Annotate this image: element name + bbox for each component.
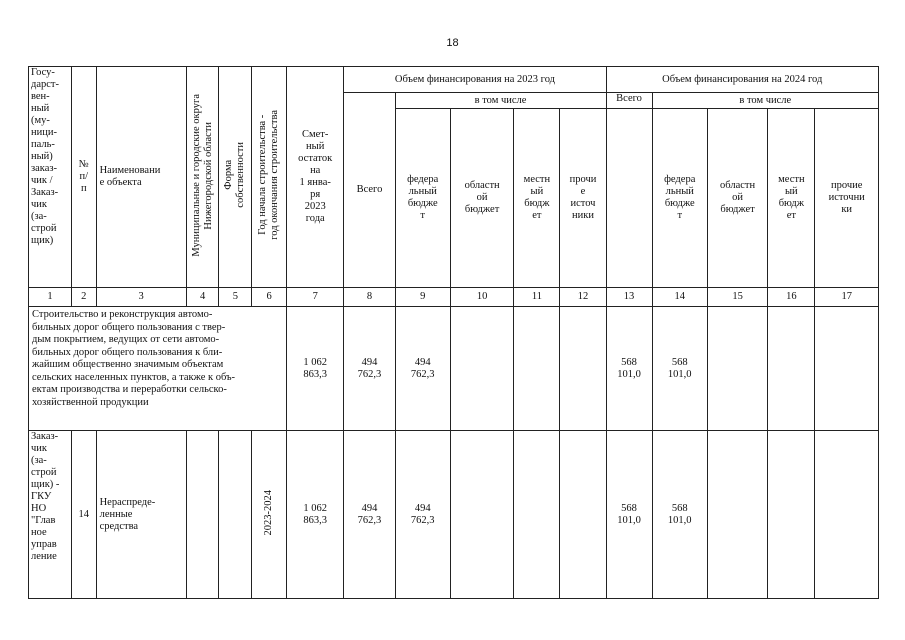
section-federal-2023: 494 762,3	[395, 307, 450, 431]
header-other-2023: прочи е источ ники	[560, 109, 606, 288]
column-number: 2	[72, 288, 97, 307]
column-number: 14	[652, 288, 707, 307]
header-local-2023: местн ый бюдж ет	[514, 109, 560, 288]
header-funding-2023: Объем финансирования на 2023 год	[344, 67, 606, 93]
row-customer: Заказ- чик (за- строй щик) - ГКУ НО "Глав ное управ ление	[29, 431, 72, 599]
column-number: 9	[395, 288, 450, 307]
column-number: 1	[29, 288, 72, 307]
column-number: 16	[768, 288, 815, 307]
header-including-2024: в том числе	[652, 93, 878, 109]
header-federal-2023: федера льный бюдже т	[395, 109, 450, 288]
column-number: 5	[219, 288, 252, 307]
section-title: Строительство и реконструкция автомо- бильных дорог общего пользования с твер- дым покрытием, ведущих от сети автомо- бильных дорог общего пользования к бли- жайшим общественно значимым объектам сельских населенных пунктов, а также к объ- ектам производства и переработки сельско- хозяйственной продукции	[29, 307, 287, 431]
section-balance: 1 062 863,3	[287, 307, 344, 431]
row-total-2024: 568 101,0	[606, 431, 652, 599]
header-total-2024-blank	[606, 109, 652, 288]
header-including-2023: в том числе	[395, 93, 606, 109]
section-row	[29, 307, 879, 431]
row-name: Нераспреде- ленные средства	[96, 431, 186, 599]
section-total-2023: 494 762,3	[344, 307, 395, 431]
table-row	[29, 431, 879, 599]
header-num: № п/ п	[72, 67, 97, 288]
column-number: 3	[96, 288, 186, 307]
column-number: 7	[287, 288, 344, 307]
header-customer: Госу- дарст- вен- ный (му- ници- паль- ный) заказ- чик / Заказ- чик (за- строй щик)	[29, 67, 72, 288]
row-federal-2023: 494 762,3	[395, 431, 450, 599]
column-number: 15	[707, 288, 767, 307]
header-years: Год начала строительства - год окончания строительства	[252, 67, 287, 288]
row-num: 14	[72, 431, 97, 599]
header-municipality: Муниципальные и городские округа Нижегородской области	[186, 67, 219, 288]
financing-table	[28, 66, 879, 599]
header-funding-2024: Объем финансирования на 2024 год	[606, 67, 878, 93]
header-federal-2024: федера льный бюдже т	[652, 109, 707, 288]
row-total-2023: 494 762,3	[344, 431, 395, 599]
header-other-2024: прочие источни ки	[815, 109, 879, 288]
header-regional-2024: областн ой бюджет	[707, 109, 767, 288]
header-local-2024: местн ый бюдж ет	[768, 109, 815, 288]
column-number: 6	[252, 288, 287, 307]
column-numbers-row	[29, 288, 879, 307]
header-total-2023: Всего	[344, 93, 395, 288]
column-number: 10	[450, 288, 513, 307]
column-number: 4	[186, 288, 219, 307]
header-balance: Смет- ный остаток на 1 янва- ря 2023 года	[287, 67, 344, 288]
column-number: 13	[606, 288, 652, 307]
section-federal-2024: 568 101,0	[652, 307, 707, 431]
column-number: 11	[514, 288, 560, 307]
header-ownership: Форма собственности	[219, 67, 252, 288]
page-number: 18	[446, 37, 459, 49]
row-balance: 1 062 863,3	[287, 431, 344, 599]
section-total-2024: 568 101,0	[606, 307, 652, 431]
header-name: Наименовани е объекта	[96, 67, 186, 288]
row-federal-2024: 568 101,0	[652, 431, 707, 599]
row-years: 2023-2024	[252, 431, 287, 599]
header-total-2024: Всего	[606, 93, 652, 109]
header-regional-2023: областн ой бюджет	[450, 109, 513, 288]
column-number: 8	[344, 288, 395, 307]
column-number: 17	[815, 288, 879, 307]
column-number: 12	[560, 288, 606, 307]
